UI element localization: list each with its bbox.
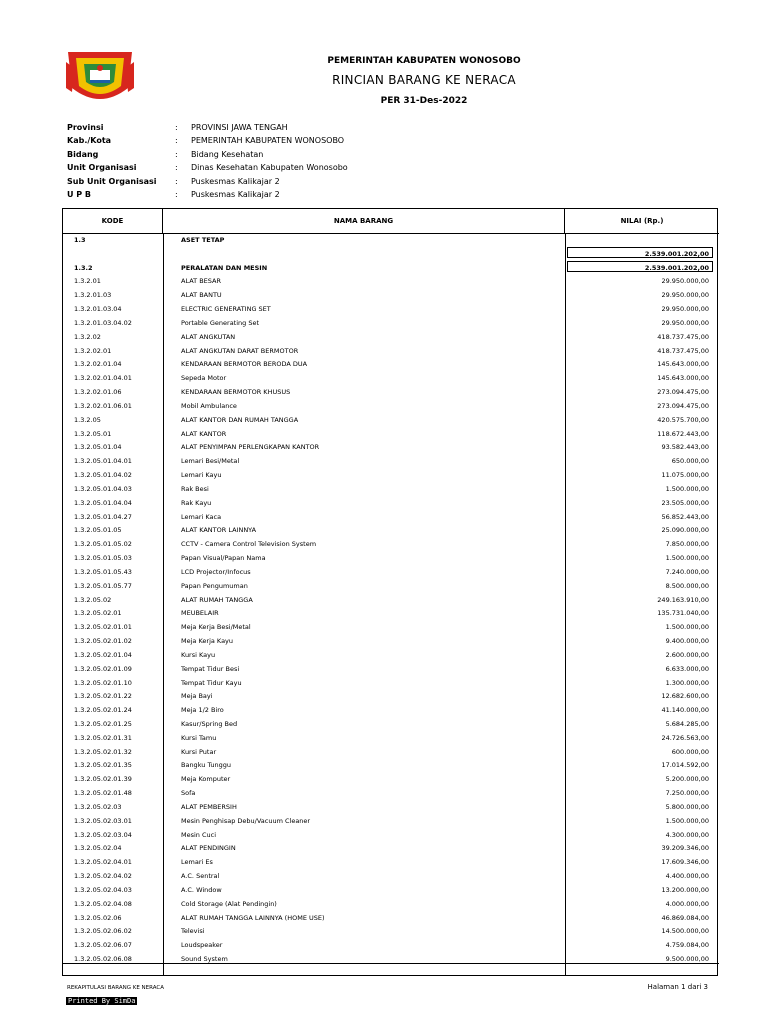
cell-nama-barang: ALAT KANTOR [181,429,227,438]
table-row [63,786,719,800]
cell-nama-barang: Meja Kerja Besi/Metal [181,623,251,632]
cell-nilai: 420.575.700,00 [657,415,709,424]
cell-nama-barang: MEUBELAIR [181,609,219,618]
cell-kode: 1.3.2.05.02.04.08 [74,899,132,908]
cell-kode: 1.3.2.01.03 [74,291,112,300]
cell-nama-barang: Mesin Penghisap Debu/Vacuum Cleaner [181,816,311,825]
cell-nama-barang: Meja Bayi [181,692,213,701]
cell-nama-barang: A.C. Sentral [181,872,220,881]
cell-nilai: 17.609.346,00 [661,858,709,867]
cell-kode: 1.3.2.05.01.04.27 [74,512,132,521]
cell-nilai: 12.682.600,00 [661,692,709,701]
cell-kode: 1.3.2.05.02.01.24 [74,706,132,715]
cell-kode: 1.3.2.05.02.03.01 [74,816,132,825]
column-header-kode: KODE [63,209,163,233]
table-row [63,620,719,634]
cell-nilai: 650.000,00 [671,457,709,466]
table-row [63,288,719,302]
cell-nilai: 24.726.563,00 [661,733,709,742]
cell-nama-barang: ASET TETAP [181,236,225,244]
page-indicator: Halaman 1 dari 3 [647,983,708,991]
cell-nilai: 7.240.000,00 [665,567,709,576]
cell-kode: 1.3.2.05.02.06.08 [74,955,132,964]
table-row [63,523,719,537]
info-colon: : [175,123,178,132]
cell-nilai: 418.737.475,00 [657,346,709,355]
cell-nilai: 7.850.000,00 [665,540,709,549]
cell-kode: 1.3.2.05.02.01.25 [74,719,132,728]
cell-kode: 1.3.2.05.02.01.09 [74,664,132,673]
table-row [63,440,719,454]
cell-kode: 1.3.2.05.02.06 [74,913,122,922]
table-row [63,274,719,288]
table-row [63,717,719,731]
table-row [63,828,719,842]
cell-nama-barang: Papan Pengumuman [181,581,248,590]
cell-kode: 1.3.2.05.02.04.02 [74,872,132,881]
cell-nama-barang: KENDARAAN BERMOTOR KHUSUS [181,388,291,397]
table-row [63,924,719,938]
cell-nilai: 4.759.084,00 [665,941,709,950]
table-row [63,648,719,662]
cell-nilai: 273.094.475,00 [657,401,709,410]
table-row [63,869,719,883]
cell-nama-barang: ALAT PENDINGIN [181,844,236,853]
table-row [63,662,719,676]
cell-kode: 1.3.2.01.03.04 [74,305,122,314]
cell-kode: 1.3.2.05.02.06.07 [74,941,132,950]
cell-nilai: 5.800.000,00 [665,802,709,811]
cell-nama-barang: Tempat Tidur Besi [181,664,240,673]
cell-kode: 1.3.2.01.03.04.02 [74,318,132,327]
cell-nilai: 4.400.000,00 [665,872,709,881]
table-row [63,911,719,925]
info-colon: : [175,176,178,186]
cell-nama-barang: Loudspeaker [181,941,223,950]
column-header-nama-barang: NAMA BARANG [163,209,565,233]
cell-nilai: 11.075.000,00 [661,471,709,480]
wonosobo-emblem-logo [66,48,134,108]
table-row [63,814,719,828]
cell-kode: 1.3.2.05.02.01.01 [74,623,132,632]
table-row [63,579,719,593]
table-row [63,454,719,468]
cell-nilai: 29.950.000,00 [661,318,709,327]
cell-nilai: 29.950.000,00 [661,277,709,286]
table-row [63,510,719,524]
cell-nilai: 145.643.000,00 [657,374,709,383]
cell-nilai: 2.600.000,00 [665,650,709,659]
cell-kode: 1.3.2.05.02.04.01 [74,858,132,867]
table-row [63,883,719,897]
info-value: PROVINSI JAWA TENGAH [191,123,288,132]
cell-kode: 1.3.2.05.02.01.48 [74,789,132,798]
cell-kode: 1.3.2.05.01.04.03 [74,484,132,493]
cell-kode: 1.3.2.02.01.04 [74,360,122,369]
printed-by-stamp: Printed By SimDa [68,997,136,1005]
cell-kode: 1.3.2.05.01.04.01 [74,457,132,466]
table-row [63,855,719,869]
cell-kode: 1.3.2.05.02.01.39 [74,775,132,784]
column-header-nilai: NILAI (Rp.) [620,217,664,225]
cell-kode: 1.3.2.05.01.04.02 [74,471,132,480]
table-row [63,468,719,482]
table-row [63,233,719,247]
cell-nama-barang: Rak Besi [181,484,209,493]
cell-nama-barang: Kursi Putar [181,747,217,756]
cell-nilai: 25.090.000,00 [661,526,709,535]
cell-nilai: 249.163.910,00 [657,595,709,604]
cell-kode: 1.3.2.05.02 [74,595,112,604]
table-row [63,800,719,814]
asset-table [62,208,718,976]
cell-nama-barang: Bangku Tunggu [181,761,232,770]
cell-nama-barang: ALAT KANTOR DAN RUMAH TANGGA [181,415,299,424]
info-colon: : [175,189,178,199]
footer-note: REKAPITULASI BARANG KE NERACA [67,985,165,991]
info-colon: : [175,149,178,159]
cell-nilai: 41.140.000,00 [661,706,709,715]
cell-nilai: 56.852.443,00 [661,512,709,521]
table-row [63,758,719,772]
cell-nama-barang: ALAT PENYIMPAN PERLENGKAPAN KANTOR [181,443,320,452]
cell-kode: 1.3.2.02.01.06.01 [74,401,132,410]
cell-kode: 1.3.2.05.02.01.04 [74,650,132,659]
cell-nama-barang: Lemari Kaca [181,512,222,521]
cell-kode: 1.3.2.05.01.05.02 [74,540,132,549]
table-row [63,772,719,786]
cell-nama-barang: ALAT BESAR [181,277,221,286]
table-row [63,385,719,399]
header-report-date: PER 31-Des-2022 [380,96,468,106]
cell-nama-barang: ALAT ANGKUTAN DARAT BERMOTOR [181,346,299,355]
cell-kode: 1.3.2.05.01.05.03 [74,554,132,563]
table-row [63,537,719,551]
cell-nama-barang: Sofa [181,789,196,798]
cell-nilai: 418.737.475,00 [657,332,709,341]
cell-nilai: 93.582.443,00 [661,443,709,452]
table-row [63,841,719,855]
table-row [63,330,719,344]
table-row [63,371,719,385]
cell-nilai: 9.500.000,00 [665,955,709,964]
table-row [63,593,719,607]
cell-nama-barang: Sound System [181,955,228,964]
cell-kode: 1.3.2.05 [74,415,101,424]
cell-nama-barang: ALAT KANTOR LAINNYA [181,526,257,535]
table-row [63,676,719,690]
cell-nama-barang: Cold Storage (Alat Pendingin) [181,899,277,908]
info-key: U P B [67,189,92,199]
info-key: Kab./Kota [67,136,112,146]
header-government-name: PEMERINTAH KABUPATEN WONOSOBO [327,56,521,66]
info-key: Unit Organisasi [67,163,137,173]
cell-kode: 1.3.2.05.02.01.22 [74,692,132,701]
cell-kode: 1.3.2.05.01.05.43 [74,567,132,576]
cell-nama-barang: Tempat Tidur Kayu [181,678,242,687]
cell-nama-barang: Kursi Kayu [181,650,216,659]
cell-nama-barang: Lemari Es [181,858,213,867]
info-value: Bidang Kesehatan [191,149,264,159]
cell-kode: 1.3.2.05.01 [74,429,112,438]
cell-nama-barang: LCD Projector/Infocus [181,567,251,576]
cell-nama-barang: Portable Generating Set [181,318,260,327]
cell-nilai: 1.500.000,00 [665,484,709,493]
cell-kode: 1.3.2.05.02.06.02 [74,927,132,936]
cell-nilai: 17.014.592,00 [661,761,709,770]
table-row [63,634,719,648]
cell-nilai: 4.000.000,00 [665,899,709,908]
table-row [63,357,719,371]
table-row [63,427,719,441]
cell-kode: 1.3.2.05.02.01.35 [74,761,132,770]
cell-nama-barang: ALAT RUMAH TANGGA LAINNYA (HOME USE) [181,913,325,922]
cell-nama-barang: Papan Visual/Papan Nama [181,554,266,563]
cell-nama-barang: Sepeda Motor [181,374,227,383]
cell-nama-barang: Meja 1/2 Biro [181,706,224,715]
cell-nama-barang: Meja Kerja Kayu [181,637,234,646]
cell-nilai: 1.500.000,00 [665,554,709,563]
cell-nilai: 9.400.000,00 [665,637,709,646]
cell-kode: 1.3.2 [74,263,93,272]
cell-nama-barang: ALAT BANTU [181,291,222,300]
cell-nilai: 2.539.001.202,00 [644,263,709,272]
cell-nilai: 145.643.000,00 [657,360,709,369]
cell-kode: 1.3.2.02.01 [74,346,112,355]
cell-nilai: 118.672.443,00 [657,429,709,438]
cell-nama-barang: Lemari Besi/Metal [181,457,240,466]
cell-nilai: 273.094.475,00 [657,388,709,397]
cell-kode: 1.3.2.05.01.04.04 [74,498,132,507]
cell-nilai: 5.200.000,00 [665,775,709,784]
info-key: Provinsi [67,123,104,132]
cell-kode: 1.3.2.05.01.04 [74,443,122,452]
cell-nama-barang: Rak Kayu [181,498,212,507]
cell-nama-barang: ALAT RUMAH TANGGA [181,595,253,604]
cell-kode: 1.3.2.05.01.05 [74,526,122,535]
cell-kode: 1.3.2.05.02.01.02 [74,637,132,646]
table-row [63,302,719,316]
cell-kode: 1.3.2.05.02.01.10 [74,678,132,687]
info-colon: : [175,136,178,146]
table-row [63,731,719,745]
cell-nama-barang: ELECTRIC GENERATING SET [181,305,271,314]
table-row [63,745,719,759]
cell-nama-barang: Televisi [181,927,205,936]
info-value: Dinas Kesehatan Kabupaten Wonosobo [191,163,348,173]
cell-nama-barang: Kasur/Spring Bed [181,719,238,728]
cell-nilai: 13.200.000,00 [661,885,709,894]
cell-kode: 1.3.2.05.02.03.04 [74,830,132,839]
cell-nilai: 46.869.084,00 [661,913,709,922]
cell-nilai: 5.684.285,00 [665,719,709,728]
cell-nama-barang: Mobil Ambulance [181,401,237,410]
cell-kode: 1.3.2.02 [74,332,101,341]
header-report-title: RINCIAN BARANG KE NERACA [332,73,516,87]
cell-nilai: 14.500.000,00 [661,927,709,936]
info-value: Puskesmas Kalikajar 2 [191,189,280,199]
table-row [63,897,719,911]
table-row [63,606,719,620]
table-row [63,399,719,413]
table-body [63,233,719,966]
cell-nilai: 2.539.001.202,00 [644,249,709,258]
cell-nama-barang: KENDARAAN BERMOTOR BERODA DUA [181,360,308,369]
info-value: Puskesmas Kalikajar 2 [191,176,280,186]
cell-kode: 1.3.2.01 [74,277,101,286]
table-row [63,482,719,496]
cell-nilai: 39.209.346,00 [661,844,709,853]
cell-kode: 1.3.2.02.01.04.01 [74,374,132,383]
cell-nama-barang: PERALATAN DAN MESIN [181,263,268,272]
table-row [63,689,719,703]
table-row [63,496,719,510]
cell-kode: 1.3.2.05.01.05.77 [74,581,132,590]
table-row [63,413,719,427]
cell-kode: 1.3.2.05.02.03 [74,802,122,811]
table-row [63,316,719,330]
cell-nilai: 29.950.000,00 [661,291,709,300]
cell-kode: 1.3.2.05.02.01.31 [74,733,132,742]
cell-kode: 1.3.2.05.02.01.32 [74,747,132,756]
table-row [63,344,719,358]
cell-nilai: 1.300.000,00 [665,678,709,687]
info-colon: : [175,163,178,173]
info-key: Sub Unit Organisasi [67,176,157,186]
cell-nama-barang: A.C. Window [181,885,222,894]
cell-nama-barang: Mesin Cuci [181,830,217,839]
cell-kode: 1.3 [74,236,86,244]
cell-nilai: 600.000,00 [671,747,709,756]
table-row [63,703,719,717]
cell-nama-barang: Kursi Tamu [181,733,217,742]
cell-nilai: 135.731.040,00 [657,609,709,618]
cell-kode: 1.3.2.02.01.06 [74,388,122,397]
cell-kode: 1.3.2.05.02.01 [74,609,122,618]
cell-kode: 1.3.2.05.02.04.03 [74,885,132,894]
cell-nilai: 8.500.000,00 [665,581,709,590]
cell-nilai: 4.300.000,00 [665,830,709,839]
table-footer-divider [63,963,719,964]
cell-nama-barang: ALAT PEMBERSIH [181,802,237,811]
cell-nilai: 1.500.000,00 [665,816,709,825]
table-row [63,551,719,565]
cell-kode: 1.3.2.05.02.04 [74,844,122,853]
table-row [63,261,719,275]
cell-nama-barang: ALAT ANGKUTAN [181,332,236,341]
cell-nama-barang: Meja Komputer [181,775,231,784]
info-key: Bidang [67,149,99,159]
cell-nilai: 6.633.000,00 [665,664,709,673]
cell-nilai: 29.950.000,00 [661,305,709,314]
cell-nilai: 7.250.000,00 [665,789,709,798]
cell-nilai: 1.500.000,00 [665,623,709,632]
cell-nama-barang: Lemari Kayu [181,471,222,480]
info-value: PEMERINTAH KABUPATEN WONOSOBO [191,136,345,146]
table-row [63,565,719,579]
table-row [63,938,719,952]
cell-nama-barang: CCTV - Camera Control Television System [181,540,317,549]
cell-nilai: 23.505.000,00 [661,498,709,507]
table-row [63,247,719,261]
